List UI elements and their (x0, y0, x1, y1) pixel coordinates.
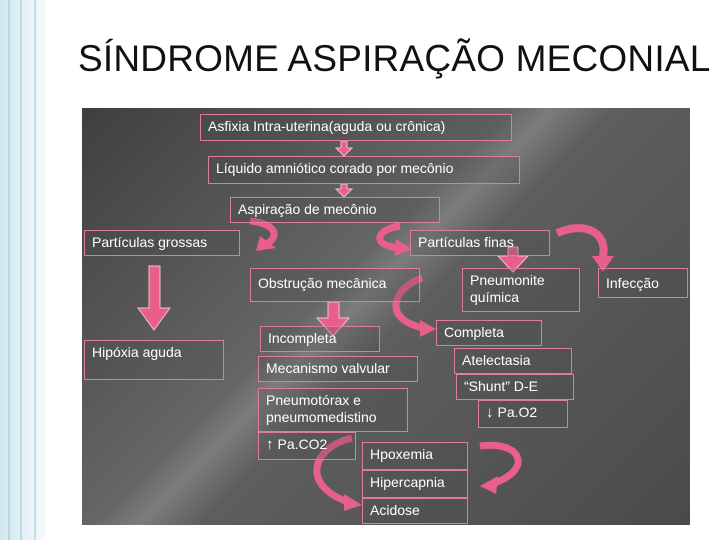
flow-diagram (82, 108, 690, 525)
box-pneumonite-quimica: Pneumonite química (462, 268, 580, 312)
box-asfixia: Asfixia Intra-uterina(aguda ou crônica) (200, 114, 512, 141)
sidebar-band (34, 0, 36, 540)
arrow-grossas-to-hipoxia (138, 266, 170, 330)
box-hipercapnia: Hipercapnia (362, 470, 468, 498)
up-arrow-symbol: ↑ (266, 436, 274, 453)
box-shunt: “Shunt” D-E (456, 374, 574, 400)
box-particulas-finas: Partículas finas (410, 230, 550, 256)
slide-title: SÍNDROME ASPIRAÇÃO MECONIAL (78, 38, 711, 79)
sidebar-band (20, 0, 22, 540)
arrow-pao2-to-hipoxemia-head (480, 476, 498, 494)
down-arrow-symbol: ↓ (486, 404, 494, 421)
box-particulas-grossas: Partículas grossas (84, 230, 240, 256)
box-hipoxemia: Hpoxemia (362, 442, 468, 470)
box-atelectasia: Atelectasia (454, 348, 572, 374)
sidebar-band (8, 0, 10, 540)
box-liquido-amniotico: Líquido amniótico corado por mecônio (208, 156, 520, 184)
arrow-liquido-to-aspiracao (336, 184, 352, 197)
box-aspiracao: Aspiração de mecônio (230, 197, 440, 223)
box-obstrucao-mecanica: Obstrução mecânica (250, 268, 420, 302)
slide-sidebar-decoration (0, 0, 46, 540)
box-hipoxia-aguda: Hipóxia aguda (84, 340, 224, 380)
arrow-paco2-to-hipoxemia-head (344, 494, 362, 511)
box-incompleta: Incompleta (260, 326, 380, 352)
box-completa: Completa (436, 320, 542, 346)
box-paco2 (258, 432, 356, 460)
box-mecanismo-valvular: Mecanismo valvular (258, 356, 418, 382)
paco2-label: Pa.CO2 (277, 436, 328, 452)
arrow-pao2-to-hipoxemia (480, 445, 518, 484)
pao2-label: Pa.O2 (497, 404, 538, 420)
arrow-obstrucao-to-completa-head (420, 320, 436, 337)
box-pao2 (478, 400, 568, 428)
box-pneumotorax: Pneumotórax e pneumomedistino (258, 388, 408, 432)
box-acidose: Acidose (362, 498, 468, 524)
arrow-asfixia-to-liquido (336, 141, 352, 156)
box-infeccao: Infecção (598, 268, 688, 298)
arrow-finas-to-infeccao (557, 228, 604, 260)
